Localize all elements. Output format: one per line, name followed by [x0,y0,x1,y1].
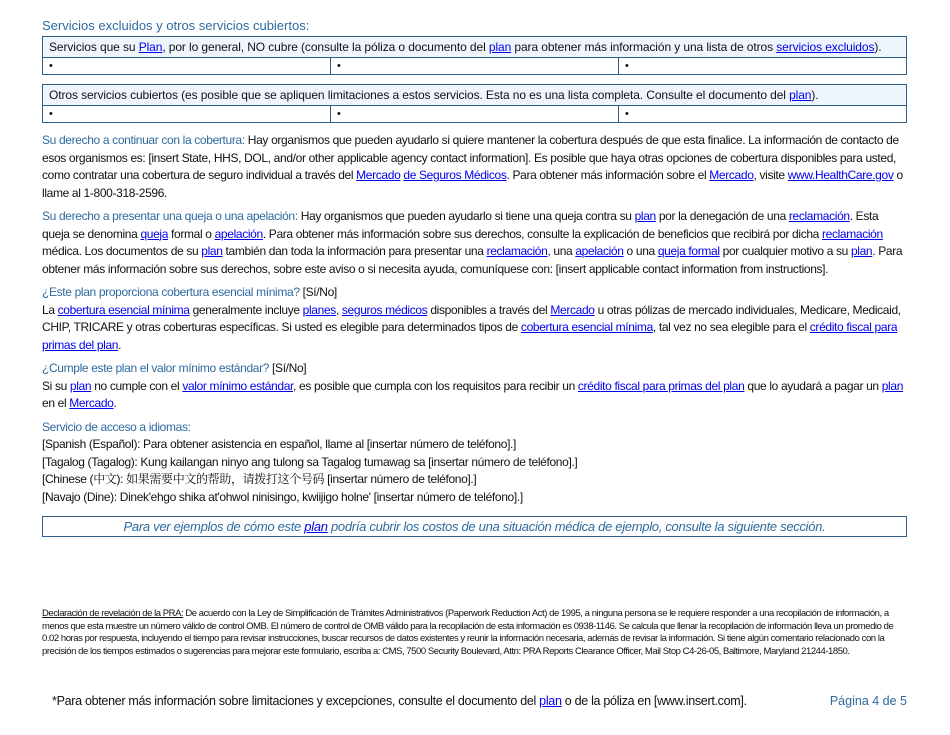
glossary-link-plan[interactable]: plan [69,378,92,393]
glossary-link-crédito-fiscal-para-primas-del-plan[interactable]: crédito fiscal para primas del plan [42,320,898,352]
glossary-link-reclamación[interactable]: reclamación [821,226,883,241]
page-number: Página 4 de 5 [829,694,907,708]
glossary-link-plan[interactable]: plan [850,244,873,258]
body-text: o de la póliza en [www.insert.com]. [561,694,747,708]
body-text: por la denegación de una [655,209,789,223]
body-text: médica. Los documentos de su [42,244,202,258]
glossary-link-plan[interactable]: plan [488,40,512,54]
glossary-link-plan[interactable]: Plan [138,40,163,54]
glossary-link-plan[interactable]: plan [789,88,812,102]
minimum-essential-coverage-section [42,284,907,354]
body-text: *Para obtener más información sobre limitaciones y excepciones, consulte el documento del [52,694,540,708]
body-text: Si su [42,378,70,393]
glossary-link-reclamación[interactable]: reclamación [486,244,548,258]
body-text: [Sí/No] [299,285,337,299]
pra-label: Declaración de revelación de la PRA: [42,608,184,619]
body-text: u otras pólizas de mercado individuales, Medicare, Medicaid, CHIP, TRICARE y otras coberturas específicas. Si usted es elegible para determinados tipos de [42,302,901,334]
glossary-link-plan[interactable]: plan [539,694,562,708]
body-text: , es posible que cumpla con los requisitos para recibir un [293,378,578,393]
excluded-services-title: Servicios excluidos y otros servicios cubiertos: [42,18,310,33]
section-heading: ¿Cumple este plan el valor mínimo estándar? [42,361,270,375]
body-text: [Navajo (Dine): Dinek'ehgo shika at'ohwol ninisingo, kwiijigo holne' [insertar número de teléfono].] [42,489,523,504]
covered-bullet: • [331,106,619,123]
glossary-link-crédito-fiscal-para-primas-del-plan[interactable]: crédito fiscal para primas del plan [577,378,745,393]
body-text: que lo ayudará a pagar un [744,378,882,393]
covered-bullet: • [43,106,331,123]
body-text: La [42,302,58,317]
body-text: [Chinese (中文): 如果需要中文的帮助，请拨打这个号码 [insertar número de teléfono].] [42,472,477,486]
glossary-link-queja-formal[interactable]: queja formal [657,244,720,258]
body-text: ). [874,40,882,54]
covered-services-header [43,85,907,106]
excluded-bullet: • [43,58,331,75]
body-text: . [113,396,117,410]
body-text: en el [42,396,70,410]
body-text: no cumple con el [91,378,183,393]
coverage-example-banner [42,516,907,537]
covered-services-table [42,84,907,123]
pra-text: De acuerdo con la Ley de Simplificación de Trámites Administrativos (Paperwork Reduction Act) de 1995, a ninguna persona se le requiere responder a una recopilación de información, a menos que esta muestre un número válido de control OMB. El número de control de OMB válido para la recopilación de esta información es 0938-1146. Se calcula que llenar la recopilación de información lleva un promedio de 0.02 horas por respuesta, incluyendo el tiempo para revisar instrucciones, buscar recursos de datos existentes y reunir la información necesaria, además de revisar la información. Si tiene algún comentario relacionado con la precisión de los tiempos estimados o sugerencias para mejorar este formulario, escriba a: CMS, 7500 Security Boulevard, Attn: PRA Reports Clearance Officer, Mail Stop C4-26-05, Baltimore, Maryland 21244-1850. [42,608,894,657]
body-text: por cualquier motivo a su [719,244,851,258]
glossary-link-queja[interactable]: queja [140,226,169,241]
document-body [42,18,907,537]
excluded-bullet: • [619,58,907,75]
body-text: o llame al 1-800-318-2596. [42,168,903,200]
section-heading: Su derecho a presentar una queja o una apelación: [42,209,298,223]
body-text: formal o [168,226,215,241]
body-text: Para ver ejemplos de cómo este [123,519,305,534]
glossary-link-apelación[interactable]: apelación [214,226,263,241]
excluded-bullet: • [331,58,619,75]
glossary-link-mercado[interactable]: Mercado [709,168,754,182]
glossary-link-servicios-excluidos[interactable]: servicios excluidos [776,40,875,54]
body-text: para obtener más información y una lista de otros [511,40,777,54]
glossary-link-plan[interactable]: plan [304,519,328,534]
body-text: Hay organismos que pueden ayudarlo si tiene una queja contra su [297,209,635,223]
glossary-link-cobertura-esencial-mínima[interactable]: cobertura esencial mínima [57,302,190,317]
body-text: , una [547,244,576,258]
body-text: . [118,337,122,352]
body-text: [Spanish (Español): Para obtener asistencia en español, llame al [insertar número de teléfono].] [42,437,517,451]
excluded-services-table [42,36,907,75]
excluded-services-header [43,37,907,58]
body-text: , visite [753,168,788,182]
glossary-link-mercado[interactable]: Mercado [69,396,114,410]
body-text: podría cubrir los costos de una situación médica de ejemplo, consulte la siguiente sección. [327,519,826,534]
glossary-link-apelación[interactable]: apelación [575,244,624,258]
glossary-link-plan[interactable]: plan [201,244,223,258]
body-text: . Para obtener más información sobre el [506,168,710,182]
body-text: también dan toda la información para presentar una [222,244,487,258]
body-text: [Sí/No] [269,361,307,375]
glossary-link-plan[interactable]: plan [634,209,656,223]
glossary-link-de-seguros-médicos[interactable]: de Seguros Médicos [403,168,507,182]
glossary-link-reclamación[interactable]: reclamación [788,209,850,223]
pra-disclosure [42,608,907,658]
minimum-value-section [42,360,907,413]
glossary-link-plan[interactable]: plan [881,378,904,393]
body-text: generalmente incluye [189,302,303,317]
body-text: [Tagalog (Tagalog): Kung kailangan ninyo ang tulong sa Tagalog tumawag sa [insertar número de teléfono].] [42,454,578,469]
footer-note [52,694,747,708]
covered-bullet: • [619,106,907,123]
body-text: , por lo general, NO cubre (consulte la póliza o documento del [162,40,489,54]
glossary-link-www-healthcare-gov[interactable]: www.HealthCare.gov [787,168,894,182]
body-text: , tal vez no sea elegible para el [652,320,810,334]
section-heading: Su derecho a continuar con la cobertura: [42,133,245,147]
body-text: . Esta queja se denomina [42,209,879,241]
body-text: Servicios que su [49,40,139,54]
glossary-link-cobertura-esencial-mínima[interactable]: cobertura esencial mínima [520,320,653,334]
glossary-link-mercado[interactable]: Mercado [550,302,595,317]
body-text: disponibles a través del [427,302,551,317]
body-text: o una [623,244,658,258]
body-text: ). [811,88,819,102]
body-text: Hay organismos que pueden ayudarlo si quiere mantener la cobertura después de que esta finalice. La información de contacto de esos organismos es: [insert State, HHS, DOL, and/or other applicable agency contact information]. Es posible que haya otras opciones de cobertura disponibles para usted, como contratar una cobertura de seguro individual a través del [42,133,899,182]
body-text: . Para obtener más información sobre sus derechos, sobre este aviso o si necesita ayuda, comuníquese con: [insert applicable contact information from instructions]. [42,244,903,276]
glossary-link-planes[interactable]: planes [302,302,336,317]
section-heading: Servicio de acceso a idiomas: [42,419,191,434]
language-access-section [42,419,907,507]
glossary-link-mercado[interactable]: Mercado [356,168,401,182]
glossary-link-seguros-médicos[interactable]: seguros médicos [341,302,428,317]
complaint-appeal-section [42,208,907,278]
glossary-link-valor-mínimo-estándar[interactable]: valor mínimo estándar [182,378,294,393]
body-text: Otros servicios cubiertos (es posible que se apliquen limitaciones a estos servicios. Esta no es una lista completa. Consulte el documento del [49,88,790,102]
body-text: , [335,302,342,317]
body-text: . Para obtener más información sobre sus derechos, consulte la explicación de beneficios que recibirá por dicha [262,226,822,241]
continue-coverage-section [42,132,907,202]
section-heading: ¿Este plan proporciona cobertura esencial mínima? [42,285,300,299]
